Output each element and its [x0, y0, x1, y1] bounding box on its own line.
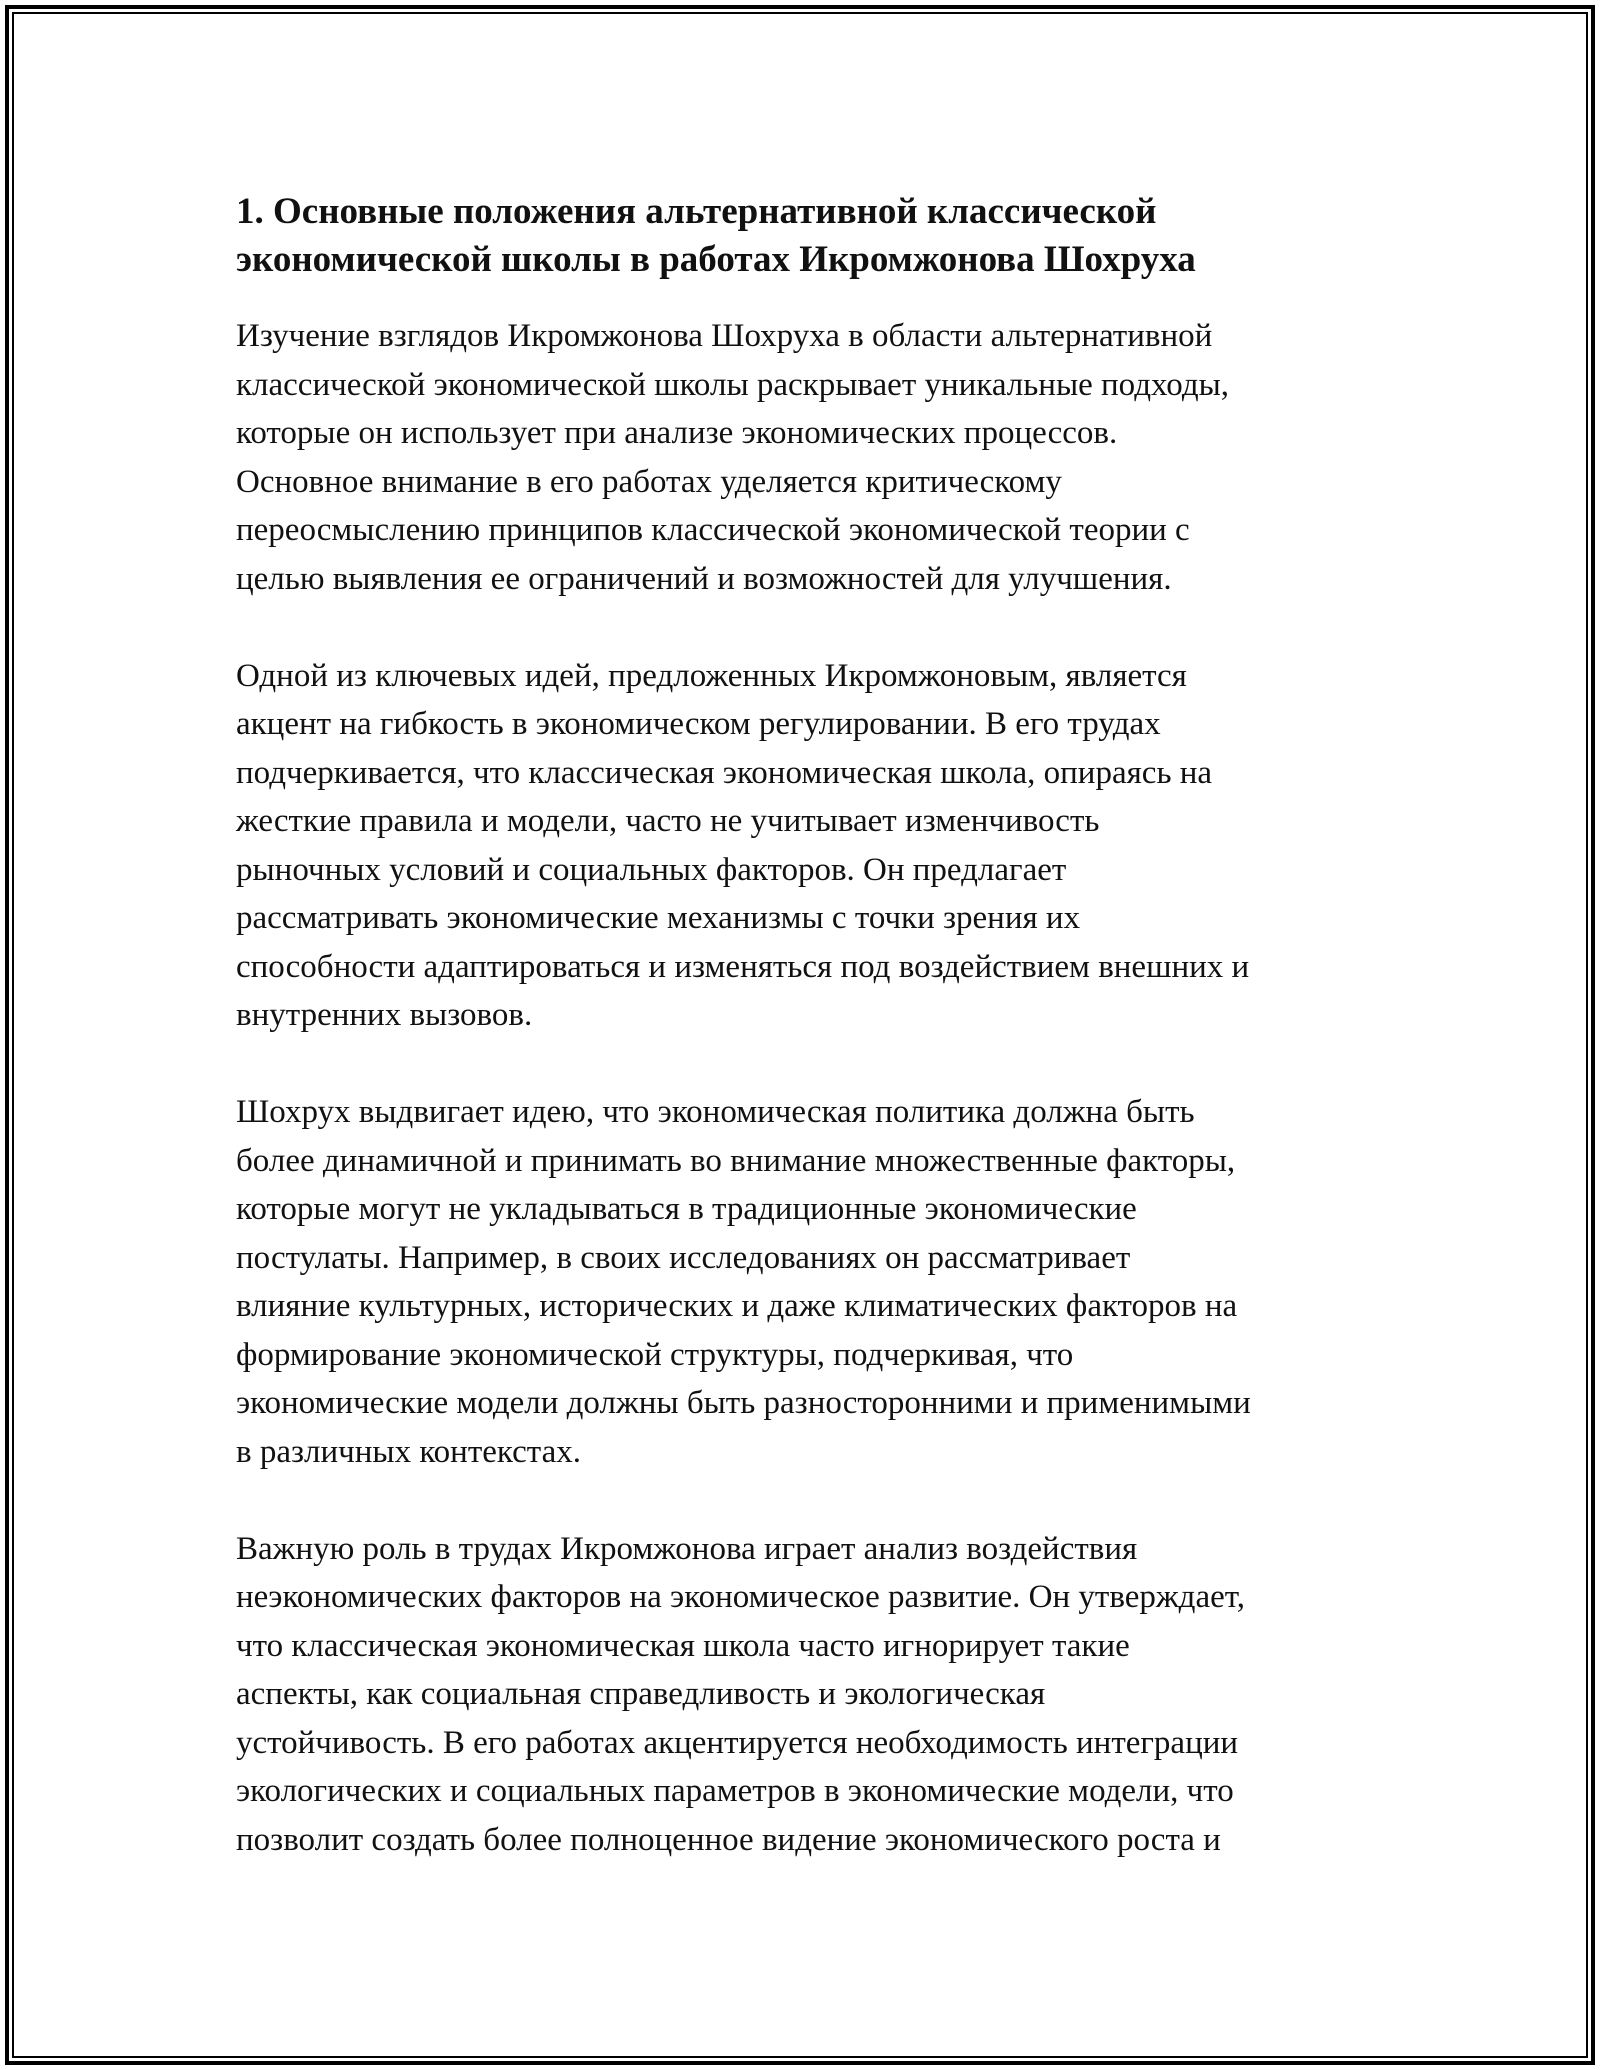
paragraph-1: Изучение взглядов Икромжонова Шохруха в области альтернативной классической экономической школы раскрывает уникальные подходы, которые он использует при анализе экономических процессов. Основное внимание в его работах уделяется критическому переосмыслению принципов классической экономической теории с целью выявления ее ограничений и возможностей для улучшения.: [236, 318, 1230, 597]
document-body: [236, 188, 1376, 1864]
paragraph-4: Важную роль в трудах Икромжонова играет анализ воздействия неэкономических факторов на экономическое развитие. Он утверждает, что классическая экономическая школа часто игнорирует такие аспекты, как социальная справедливость и экологическая устойчивость. В его работах акцентируется необходимость интеграции экологических и социальных параметров в экономические модели, что позволит создать более полноценное видение экономического роста и: [236, 1530, 1245, 1858]
paragraph-2: Одной из ключевых идей, предложенных Икромжоновым, является акцент на гибкость в экономическом регулировании. В его трудах подчеркивается, что классическая экономическая школа, опираясь на жесткие правила и модели, часто не учитывает изменчивость рыночных условий и социальных факторов. Он предлагает рассматривать экономические механизмы с точки зрения их способности адаптироваться и изменяться под воздействием внешних и внутренних вызовов.: [236, 657, 1250, 1033]
paragraph-3: Шохрух выдвигает идею, что экономическая политика должна быть более динамичной и принимать во внимание множественные факторы, которые могут не укладываться в традиционные экономические постулаты. Например, в своих исследованиях он рассматривает влияние культурных, исторических и даже климатических факторов на формирование экономической структуры, подчеркивая, что экономические модели должны быть разносторонними и применимыми в различных контекстах.: [236, 1094, 1251, 1470]
section-heading: 1. Основные положения альтернативной классической экономической школы в работах Икромжонова Шохруха: [236, 191, 1196, 280]
